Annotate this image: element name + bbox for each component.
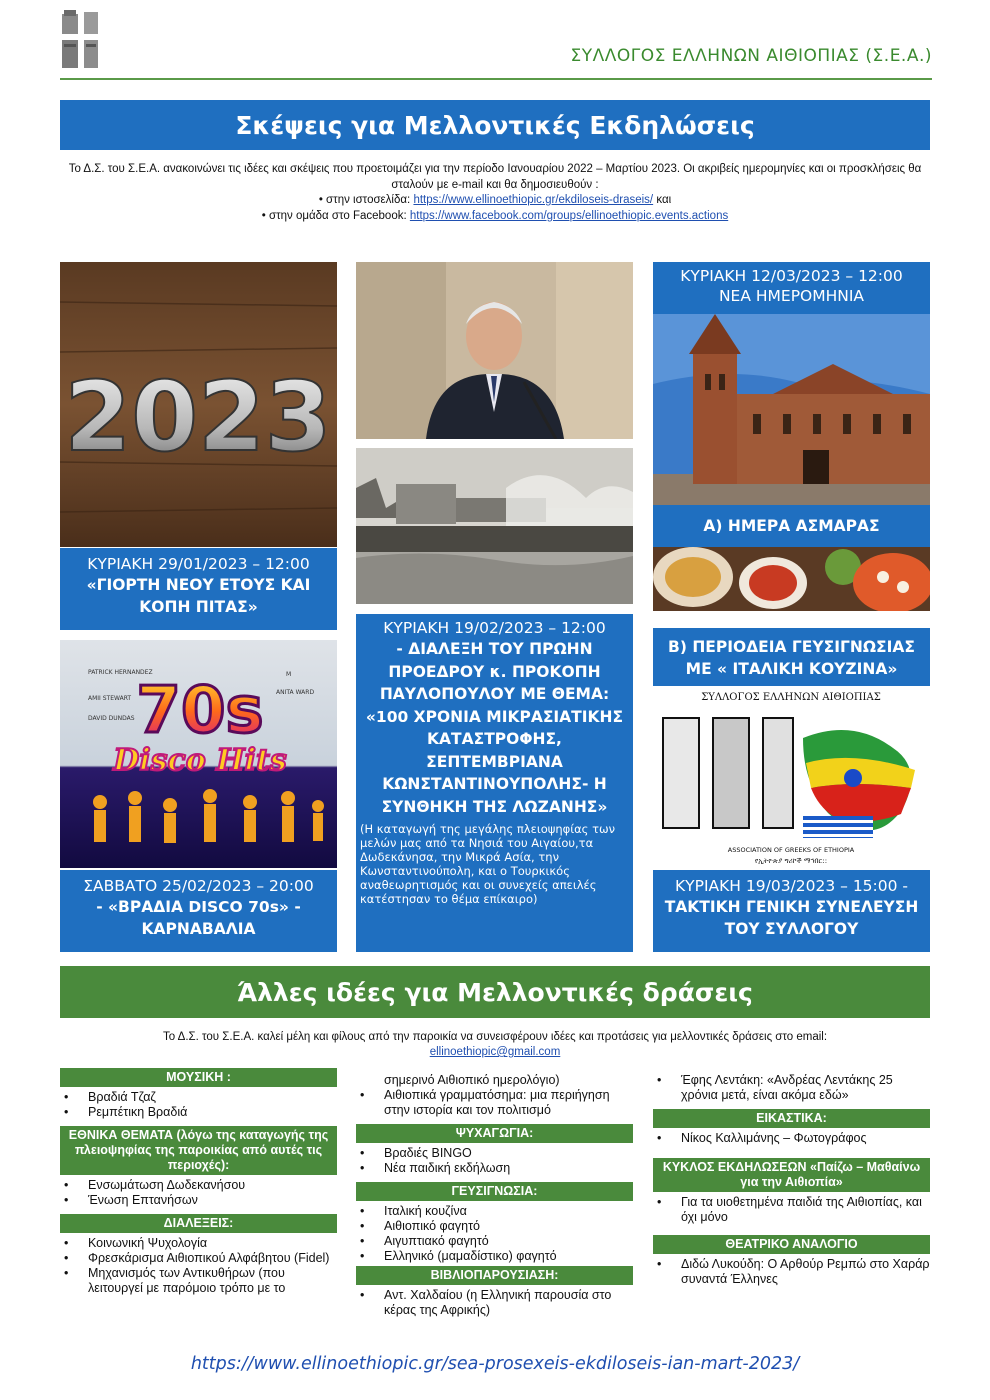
play-learn-heading: ΚΥΚΛΟΣ ΕΚΔΗΛΩΣΕΩΝ «Παίζω – Μαθαίνω για την Αιθιοπία» [653,1158,930,1192]
list-item: • Ελληνικό (μαμαδίστικο) φαγητό [356,1249,633,1264]
disco-date: ΣΑΒΒΑΤΟ 25/02/2023 – 20:00 [83,877,314,895]
continued-list [356,1073,633,1124]
music-list [60,1087,337,1126]
disco-name-3: DAVID DUNDAS [88,715,135,722]
visual-arts-heading: ΕΙΚΑΣΤΙΚΑ: [653,1109,930,1128]
italian-cuisine-card [653,628,930,686]
invite-email-link[interactable]: ellinoethiopic@gmail.com [429,1046,561,1058]
header-divider [60,78,932,80]
disco-subtitle: Disco Hits [113,743,287,778]
play-learn-list [653,1192,930,1231]
ideas-column-3 [653,1073,930,1293]
disco-name-4: M [286,671,292,678]
list-item: • Διδώ Λυκούδη: Ο Αρθούρ Ρεμπώ στο Χαράρ συναντά Έλληνες [653,1257,930,1287]
ideas-column-1 [60,1068,337,1302]
lectures-list [60,1233,337,1302]
invite-text [60,1030,930,1060]
disco-name-2: AMII STEWART [88,695,132,702]
list-item: • Φρεσκάρισμα Αιθιοπικού Αλφάβητου (Fidel) [60,1251,337,1266]
list-item: • Ενσωμάτωση Δωδεκανήσου [60,1178,337,1193]
asmara-day-card [653,505,930,547]
header-logo [60,10,102,72]
list-item: • Για τα υιοθετημένα παιδιά της Αιθιοπίας, και όχι μόνο [653,1195,930,1225]
national-topics-heading: ΕΘΝΙΚΑ ΘΕΜΑΤΑ (λόγω της καταγωγής της πλειοψηφίας της παροικίας από αυτές τις περιοχές): [60,1126,337,1175]
list-item: σημερινό Αιθιοπικό ημερολόγιο) [384,1073,560,1087]
asmara-date-card [653,262,930,314]
speaker-photo [356,262,633,439]
ideas-banner: Άλλες ιδέες για Μελλοντικές δράσεις [60,966,930,1018]
book-presentation-list [356,1285,633,1324]
facebook-link[interactable]: https://www.facebook.com/groups/ellinoethiopic.events.actions [409,209,729,222]
list-item: • Βραδιά Τζαζ [60,1090,337,1105]
intro-facebook-prefix: • στην ομάδα στο Facebook: [261,209,410,222]
visual-arts-list [653,1128,930,1152]
intro-facebook-line [60,209,930,225]
theatre-reading-list [653,1254,930,1293]
general-assembly-card [653,870,930,952]
national-topics-list [60,1175,337,1214]
disco-event-card [60,870,337,952]
intro-text [60,162,930,224]
column3-top-list [653,1073,930,1109]
new-year-2023-image [60,262,337,547]
list-item: • Ρεμπέτικη Βραδιά [60,1105,337,1120]
disco-title: - «ΒΡΑΔΙΑ DISCO 70s» - ΚΑΡΝΑΒΑΛΙΑ [96,898,301,938]
asmara-date: ΚΥΡΙΑΚΗ 12/03/2023 – 12:00 [680,267,903,285]
asmara-new-date-label: ΝΕΑ ΗΜΕΡΟΜΗΝΙΑ [718,287,865,305]
theatre-reading-heading: ΘΕΑΤΡΙΚΟ ΑΝΑΛΟΓΙΟ [653,1235,930,1254]
disco-name-1: PATRICK HERNANDEZ [88,669,153,676]
music-heading: ΜΟΥΣΙΚΗ : [60,1068,337,1087]
asmara-cathedral-image [653,314,930,505]
sea-association-logo [653,688,930,868]
lecture-date: ΚΥΡΙΑΚΗ 19/02/2023 – 12:00 [383,619,606,637]
list-item: • Έφης Λεντάκη: «Ανδρέας Λεντάκης 25 χρόνια μετά, είναι ακόμα εδώ» [653,1073,930,1103]
list-item: • Ένωση Επτανήσων [60,1193,337,1208]
sea-logo-amharic: የኢትዮጵያ ግሪኮች ማኅበር:: [754,857,828,865]
lecture-title: - ΔΙΑΛΕΞΗ ΤΟΥ ΠΡΩΗΝ ΠΡΟΕΔΡΟΥ κ. ΠΡΟΚΟΠΗ ΠΑΥΛΟΠΟΥΛΟΥ ΜΕ ΘΕΜΑ: «100 ΧΡΟΝΙΑ ΜΙΚΡΑΣΙΑΤΙΚΗΣ ΚΑΤΑΣΤΡΟΦΗΣ, ΣΕΠΤΕΜΒΡΙΑΝΑ ΚΩΝΣΤΑΝΤΙΝΟΥΠΟΛΗΣ- Η ΣΥΝΘΗΚΗ ΤΗΣ ΛΩΖΑΝΗΣ» [365,640,624,816]
list-item: • Αιθιοπικό φαγητό [356,1219,633,1234]
intro-website-suffix: και [653,194,672,206]
sea-logo-english: ASSOCIATION OF GREEKS OF ETHIOPIA [727,846,855,854]
lectures-heading: ΔΙΑΛΕΞΕΙΣ: [60,1214,337,1233]
year-2023-text: 2023 [64,361,332,473]
list-item: • Μηχανισμός των Αντικυθήρων (που λειτουργεί με παρόμοιο τρόπο με το [60,1266,337,1296]
list-item: • Ιταλική κουζίνα [356,1204,633,1219]
list-item: • Αιθιοπικά γραμματόσημα: μια περιήγηση στην ιστορία και τον πολιτισμό [356,1088,633,1118]
disco-70s-title: 70s [136,674,264,748]
list-item: • Κοινωνική Ψυχολογία [60,1236,337,1251]
intro-website-line [60,193,930,209]
lecture-note: (Η καταγωγή της μεγάλης πλειοψηφίας των μελών μας από τα Νησιά του Αιγαίου,τα Δωδεκάνησα, την Μικρά Ασία, την Κωνσταντινούπολη, και ο Τουρκικός αναθεωρητισμός και οι συνεχείς απειλές κατέστησαν το θέμα επίκαιρο) [360,822,616,906]
list-item: • Αντ. Χαλδαίου (η Ελληνική παρουσία στο κέρας της Αφρικής) [356,1288,633,1318]
book-presentation-heading: ΒΙΒΛΙΟΠΑΡΟΥΣΙΑΣΗ: [356,1266,633,1285]
footer-url-link[interactable]: https://www.ellinoethiopic.gr/sea-prosexeis-ekdiloseis-ian-mart-2023/ [190,1354,800,1374]
invite-paragraph: Το Δ.Σ. του Σ.Ε.Α. καλεί μέλη και φίλους από την παροικία να συνεισφέρουν ιδέες και προτάσεις για μελλοντικές δράσεις στο email: [162,1031,828,1043]
events-banner: Σκέψεις για Μελλοντικές Εκδηλώσεις [60,100,930,150]
tasting-list [356,1201,633,1266]
list-item: • Αιγυπτιακό φαγητό [356,1234,633,1249]
org-name: ΣΥΛΛΟΓΟΣ ΕΛΛΗΝΩΝ ΑΙΘΙΟΠΙΑΣ (Σ.Ε.Α.) [570,46,932,66]
list-item: • Νέα παιδική εκδήλωση [356,1161,633,1176]
italian-food-image [653,547,930,611]
tasting-heading: ΓΕΥΣΙΓΝΩΣΙΑ: [356,1182,633,1201]
website-link[interactable]: https://www.ellinoethiopic.gr/ekdiloseis-draseis/ [413,194,654,206]
general-assembly-title: ΤΑΚΤΙΚΗ ΓΕΝΙΚΗ ΣΥΝΕΛΕΥΣΗ ΤΟΥ ΣΥΛΛΟΓΟΥ [664,898,919,938]
lecture-event-card [356,614,633,952]
ideas-column-2 [356,1073,633,1324]
disco-name-5: ANITA WARD [276,689,315,696]
disco-70s-image [60,640,337,868]
entertainment-list [356,1143,633,1182]
list-item: • Νίκος Καλλιμάνης – Φωτογράφος [653,1131,930,1146]
sea-logo-title: ΣΥΛΛΟΓΟΣ ΕΛΛΗΝΩΝ ΑΙΘΙΟΠΙΑΣ [701,692,881,703]
italian-cuisine-title: Β) ΠΕΡΙΟΔΕΙΑ ΓΕΥΣΙΓΝΩΣΙΑΣ ΜΕ « ΙΤΑΛΙΚΗ ΚΟΥΖΙΝΑ» [668,638,915,678]
smyrna-historic-photo [356,448,633,604]
intro-website-prefix: • στην ιστοσελίδα: [318,194,414,206]
entertainment-heading: ΨΥΧΑΓΩΓΙΑ: [356,1124,633,1143]
new-year-title: «ΓΙΟΡΤΗ ΝΕΟΥ ΕΤΟΥΣ ΚΑΙ ΚΟΠΗ ΠΙΤΑΣ» [86,576,311,616]
new-year-event-card [60,548,337,630]
intro-paragraph: Το Δ.Σ. του Σ.Ε.Α. ανακοινώνει τις ιδέες και σκέψεις που προετοιμάζει για την περίοδο Ιανουαρίου 2022 – Μαρτίου 2023. Οι ακριβείς ημερομηνίες και οι προσκλήσεις θα σταλούν με e-mail και θα δημοσιευθούν : [68,163,922,191]
asmara-day-title: Α) ΗΜΕΡΑ ΑΣΜΑΡΑΣ [703,517,880,535]
list-item: • Βραδιές BINGO [356,1146,633,1161]
new-year-date: ΚΥΡΙΑΚΗ 29/01/2023 – 12:00 [87,555,310,573]
general-assembly-date: ΚΥΡΙΑΚΗ 19/03/2023 – 15:00 - [674,877,909,895]
